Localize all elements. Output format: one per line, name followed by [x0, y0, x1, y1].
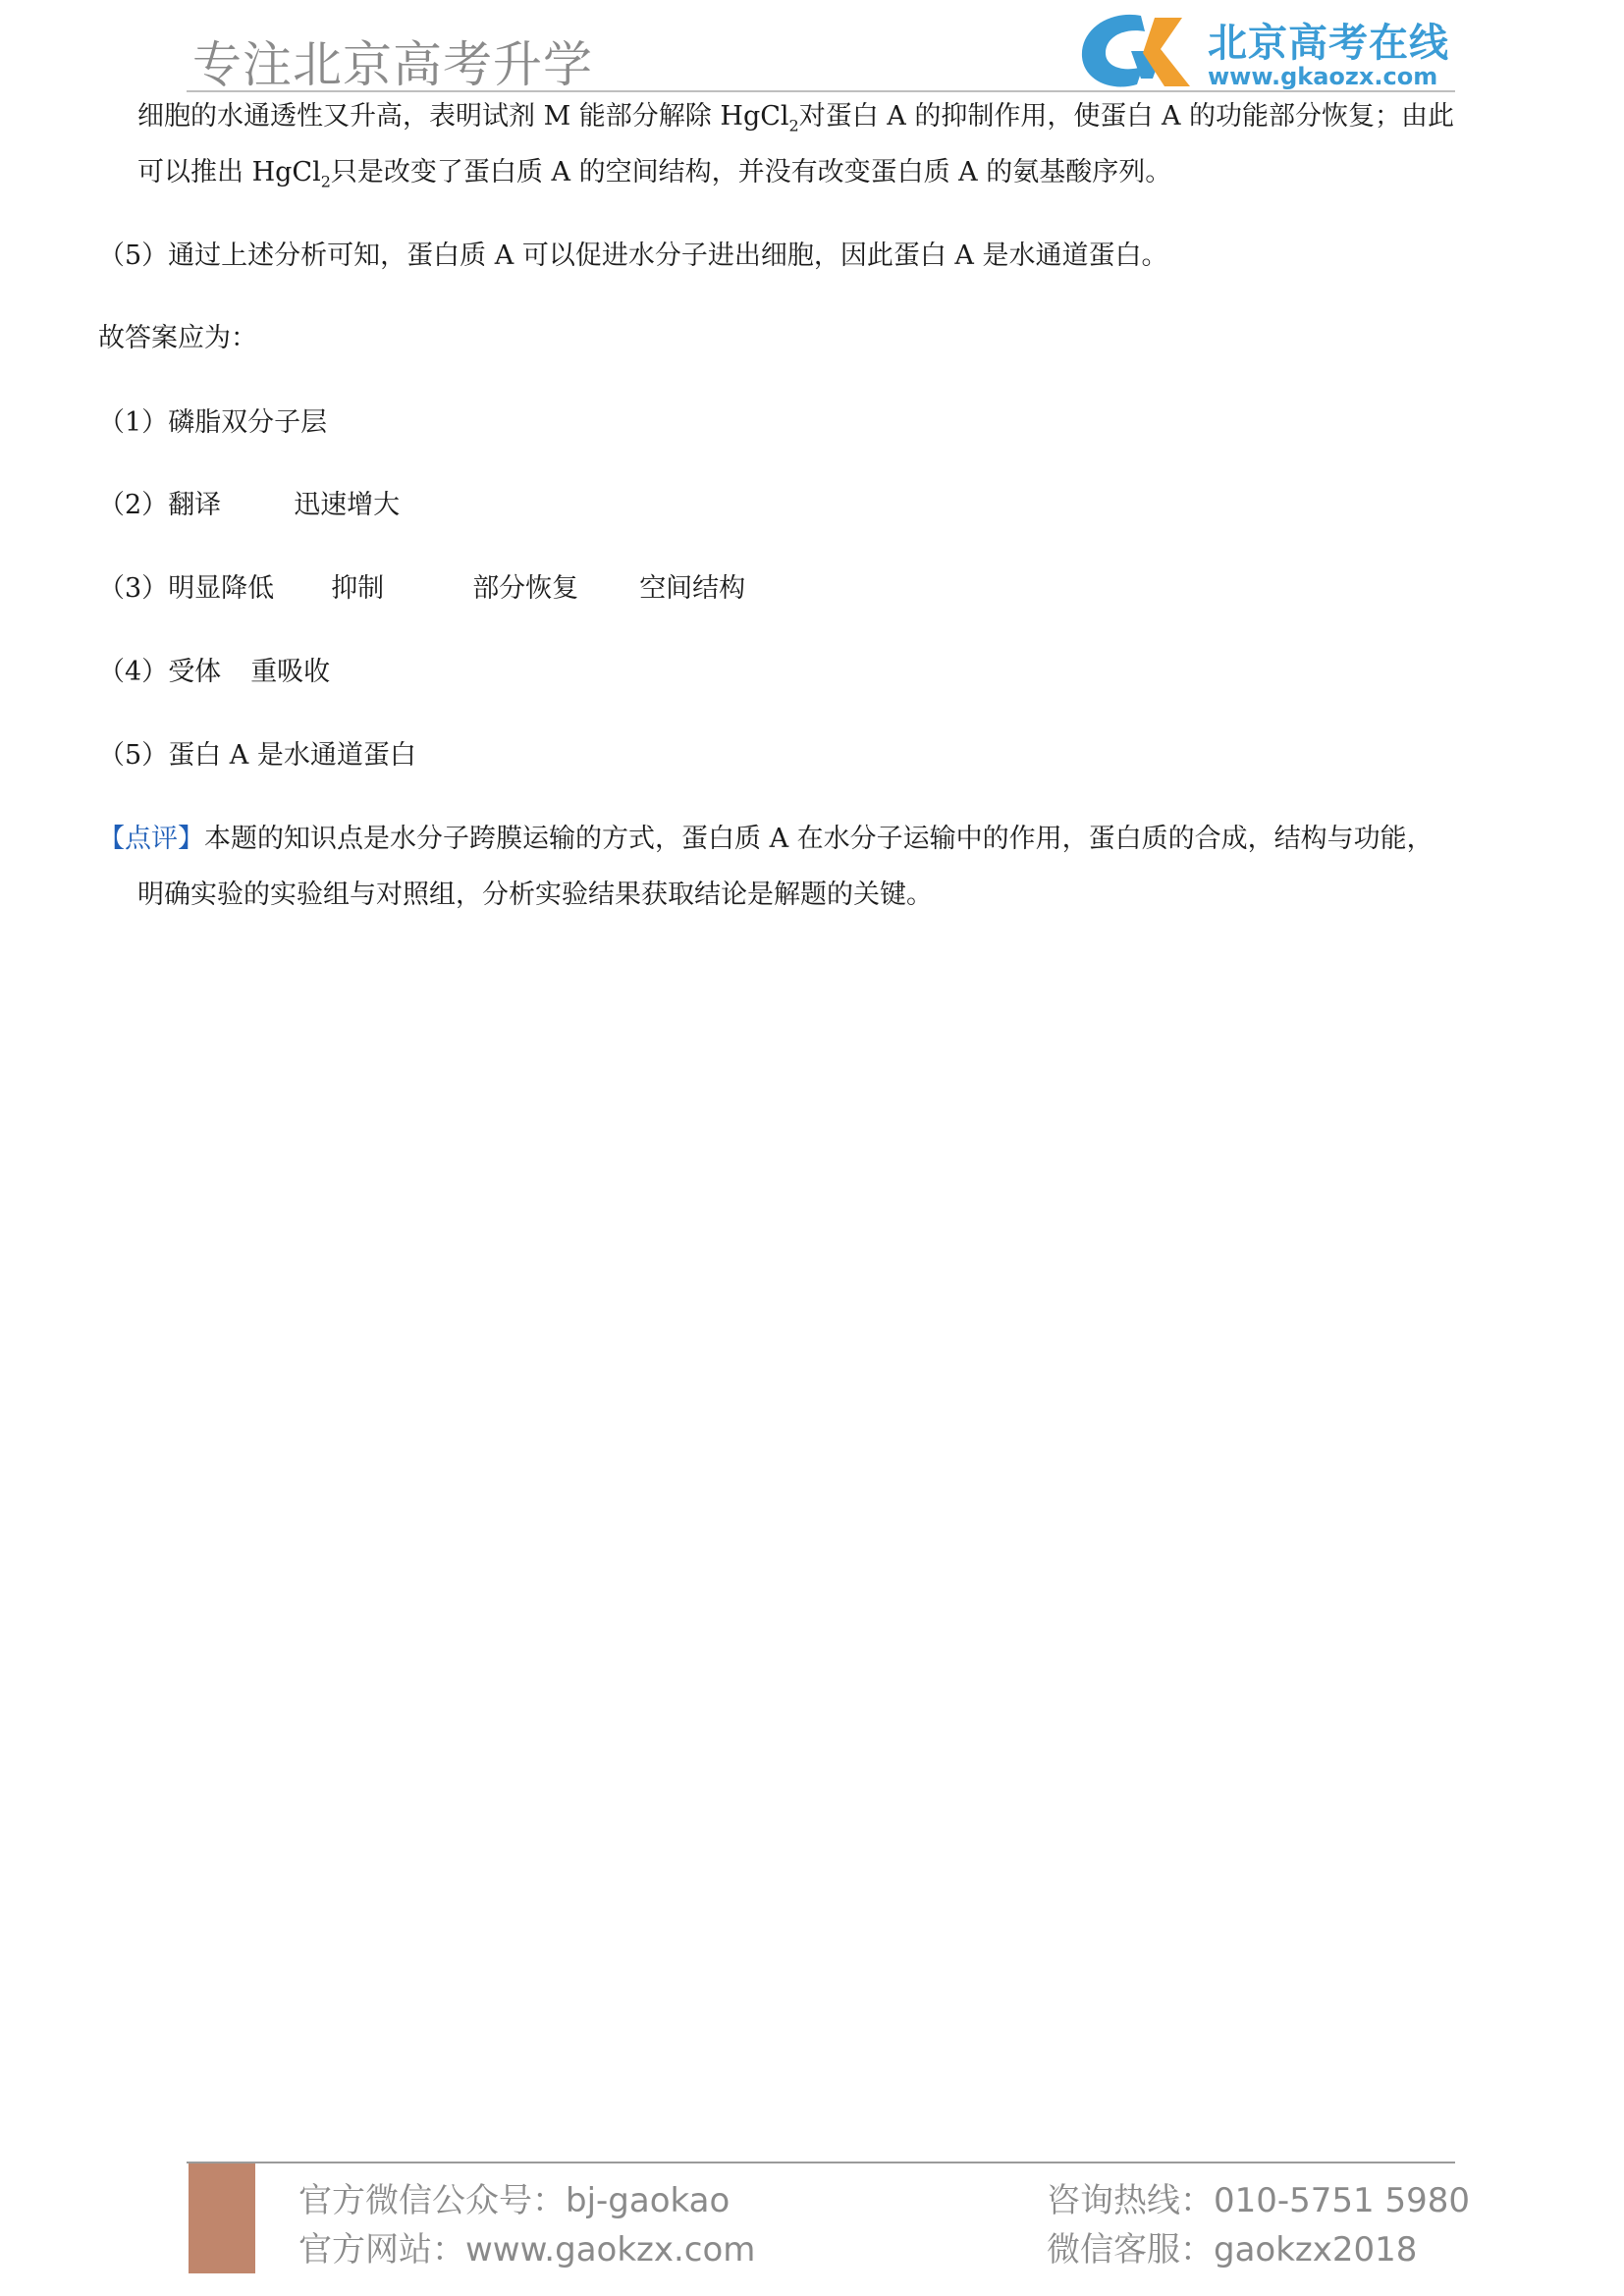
answer-part: 翻译 — [168, 490, 222, 520]
answer-5 — [98, 727, 1532, 783]
answer-part: 磷脂双分子层 — [168, 407, 328, 438]
subscript: 2 — [788, 116, 799, 135]
answer-4 — [98, 644, 1532, 700]
answer-num: （1） — [98, 407, 169, 438]
comment-line-1 — [98, 811, 1532, 867]
comment-tag: 【点评】 — [98, 824, 204, 854]
footer-wechat-public: 官方微信公众号：bj-gaokao — [298, 2181, 731, 2220]
paragraph-line — [98, 144, 1571, 209]
footer-divider — [187, 2162, 1455, 2163]
answer-1 — [98, 395, 1532, 451]
logo-url: www.gkaozx.com — [1208, 63, 1438, 90]
answer-part: 抑制 — [331, 573, 385, 604]
logo-name: 北京高考在线 — [1208, 21, 1449, 66]
footer-wechat-service: 微信客服：gaokzx2018 — [1047, 2230, 1418, 2269]
answer-part: 明显降低 — [168, 573, 275, 604]
answer-num: （2） — [98, 490, 169, 520]
answer-3 — [98, 561, 1532, 616]
answer-num: （5） — [98, 740, 169, 771]
answer-part: 部分恢复 — [472, 573, 579, 604]
logo-mark-icon — [1072, 8, 1200, 92]
comment-text: 本题的知识点是水分子跨膜运输的方式，蛋白质 A 在水分子运输中的作用，蛋白质的合成，结构与功能， — [204, 824, 1434, 854]
footer-accent-block — [189, 2163, 255, 2273]
answer-intro: 故答案应为： — [98, 323, 257, 353]
answer-part: 空间结构 — [639, 573, 746, 604]
footer-website: 官方网站：www.gaokzx.com — [298, 2230, 756, 2269]
answer-2 — [98, 477, 1532, 533]
site-logo — [1072, 8, 1465, 92]
text-run: 可以推出 HgCl — [137, 157, 321, 187]
text-run: 对蛋白 A 的抑制作用，使蛋白 A 的功能部分恢复；由此 — [798, 101, 1455, 132]
text-run: 只是改变了蛋白质 A 的空间结构，并没有改变蛋白质 A 的氨基酸序列。 — [330, 157, 1172, 187]
footer-hotline: 咨询热线：010-5751 5980 — [1047, 2181, 1471, 2220]
answer-part: 受体 — [168, 657, 222, 687]
header-slogan: 专注北京高考升学 — [192, 36, 593, 93]
subscript: 2 — [320, 172, 331, 191]
answer-num: （4） — [98, 657, 169, 687]
analysis-point-5: （5）通过上述分析可知，蛋白质 A 可以促进水分子进出细胞，因此蛋白 A 是水通道蛋白。 — [98, 240, 1168, 271]
answer-part: 重吸收 — [250, 657, 331, 687]
answer-num: （3） — [98, 573, 169, 604]
answer-part: 蛋白 A 是水通道蛋白 — [168, 740, 416, 771]
answer-part: 迅速增大 — [294, 490, 401, 520]
comment-line-2: 明确实验的实验组与对照组，分析实验结果获取结论是解题的关键。 — [137, 880, 933, 910]
text-run: 细胞的水通透性又升高，表明试剂 M 能部分解除 HgCl — [137, 101, 789, 132]
